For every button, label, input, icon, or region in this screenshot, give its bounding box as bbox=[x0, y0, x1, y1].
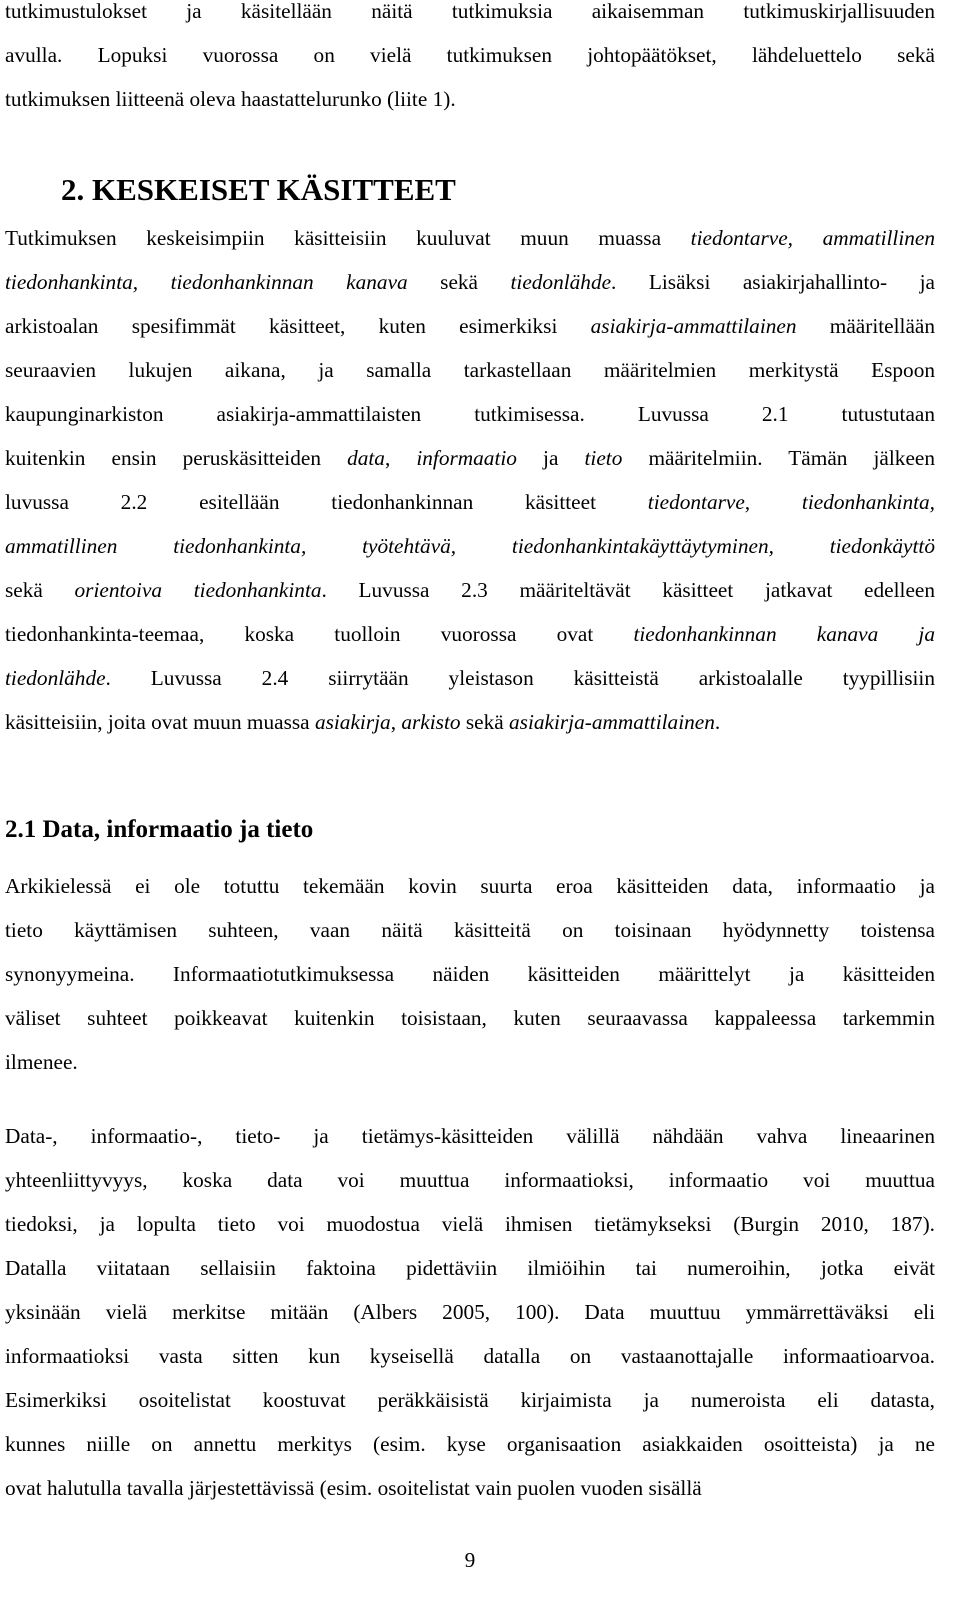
text-run: . Luvussa 2.4 siirrytään yleistason käsitteistä arkistoalalle tyypillisiin bbox=[105, 666, 935, 690]
italic-term: asiakirja-ammattilainen bbox=[509, 710, 715, 734]
text-line: tutkimuksen liitteenä oleva haastattelurunko (liite 1). bbox=[5, 87, 456, 111]
text-run: sekä bbox=[5, 578, 75, 602]
italic-term: data bbox=[347, 446, 385, 470]
italic-term: ammatillinen tiedonhankinta, työtehtävä, tiedonhankintakäyttäytyminen, tiedonkäyttö bbox=[5, 534, 935, 558]
text-run: , bbox=[384, 446, 417, 470]
text-run: . Luvussa 2.3 määriteltävät käsitteet jatkavat edelleen bbox=[321, 578, 935, 602]
text-run: . bbox=[714, 710, 721, 734]
text-run: Tutkimuksen keskeisimpiin käsitteisiin kuuluvat muun muassa bbox=[5, 226, 691, 250]
text-run: tiedonhankinta-teemaa, koska tuolloin vuorossa ovat bbox=[5, 622, 634, 646]
intro-paragraph bbox=[5, 0, 935, 121]
text-line: Arkikielessä ei ole totuttu tekemään kovin suurta eroa käsitteiden data, informaatio ja bbox=[5, 874, 935, 898]
section-2-1-paragraph-1 bbox=[5, 864, 935, 1084]
text-line bbox=[5, 656, 935, 700]
italic-term: tiedonlähde bbox=[510, 270, 612, 294]
text-line bbox=[5, 524, 935, 568]
text-run: kuitenkin ensin peruskäsitteiden bbox=[5, 446, 348, 470]
text-line: ovat halutulla tavalla järjestettävissä (esim. osoitelistat vain puolen vuoden sisällä bbox=[5, 1476, 702, 1500]
text-run: kaupunginarkiston asiakirja-ammattilaisten tutkimisessa. Luvussa 2.1 tutustutaan bbox=[5, 402, 935, 426]
section-2-1-paragraph-2 bbox=[5, 1114, 935, 1510]
text-run: sekä bbox=[460, 710, 510, 734]
text-run: luvussa 2.2 esitellään tiedonhankinnan käsitteet bbox=[5, 490, 648, 514]
italic-term: tiedonhankinta, tiedonhankinnan kanava bbox=[5, 270, 408, 294]
text-run: seuraavien lukujen aikana, ja samalla tarkastellaan määritelmien merkitystä Espoon bbox=[5, 358, 935, 382]
italic-term: asiakirja-ammattilainen bbox=[590, 314, 797, 338]
text-line: Datalla viitataan sellaisiin faktoina pidettäviin ilmiöihin tai numeroihin, jotka eivät bbox=[5, 1256, 935, 1280]
text-line bbox=[5, 612, 935, 656]
text-line: yhteenliittyvyys, koska data voi muuttua informaatioksi, informaatio voi muuttua bbox=[5, 1168, 935, 1192]
text-line bbox=[5, 480, 935, 524]
italic-term: arkisto bbox=[401, 710, 461, 734]
text-run: , bbox=[390, 710, 402, 734]
text-line bbox=[5, 436, 935, 480]
italic-term: tiedonlähde bbox=[5, 666, 106, 690]
italic-term: tiedontarve, ammatillinen bbox=[690, 226, 935, 250]
italic-term: tiedontarve, tiedonhankinta, bbox=[647, 490, 935, 514]
section-heading-keskeiset-kasitteet: 2. KESKEISET KÄSITTEET bbox=[61, 172, 456, 207]
text-run: sekä bbox=[407, 270, 511, 294]
italic-term: informaatio bbox=[416, 446, 517, 470]
text-line bbox=[5, 700, 935, 744]
text-line: ilmenee. bbox=[5, 1050, 78, 1074]
text-line bbox=[5, 348, 935, 392]
text-line: informaatioksi vasta sitten kun kyseisellä datalla on vastaanottajalle informaatioarvoa. bbox=[5, 1344, 935, 1368]
text-line: väliset suhteet poikkeavat kuitenkin toisistaan, kuten seuraavassa kappaleessa tarkemmin bbox=[5, 1006, 935, 1030]
text-line bbox=[5, 392, 935, 436]
text-run: määritellään bbox=[796, 314, 935, 338]
text-line bbox=[5, 304, 935, 348]
text-line: tieto käyttämisen suhteen, vaan näitä käsitteitä on toisinaan hyödynnetty toistensa bbox=[5, 918, 935, 942]
italic-term: orientoiva tiedonhankinta bbox=[74, 578, 322, 602]
text-line bbox=[5, 260, 935, 304]
text-run: käsitteisiin, joita ovat muun muassa bbox=[5, 710, 315, 734]
text-line: Data-, informaatio-, tieto- ja tietämys-käsitteiden välillä nähdään vahva lineaarinen bbox=[5, 1124, 935, 1148]
section-2-paragraph bbox=[5, 216, 935, 744]
text-run: ja bbox=[516, 446, 585, 470]
text-line: kunnes niille on annettu merkitys (esim. kyse organisaation asiakkaiden osoitteista) ja ne bbox=[5, 1432, 935, 1456]
text-run: arkistoalan spesifimmät käsitteet, kuten esimerkiksi bbox=[5, 314, 591, 338]
text-line: yksinään vielä merkitse mitään (Albers 2005, 100). Data muuttuu ymmärrettäväksi eli bbox=[5, 1300, 935, 1324]
text-line: tutkimustulokset ja käsitellään näitä tutkimuksia aikaisemman tutkimuskirjallisuuden bbox=[5, 0, 935, 23]
text-run: . Lisäksi asiakirjahallinto- ja bbox=[611, 270, 935, 294]
text-line: synonyymeina. Informaatiotutkimuksessa näiden käsitteiden määrittelyt ja käsitteiden bbox=[5, 962, 935, 986]
text-run: määritelmiin. Tämän jälkeen bbox=[622, 446, 935, 470]
text-line bbox=[5, 568, 935, 612]
text-line: tiedoksi, ja lopulta tieto voi muodostua vielä ihmisen tietämykseksi (Burgin 2010, 187). bbox=[5, 1212, 935, 1236]
text-line: Esimerkiksi osoitelistat koostuvat peräkkäisistä kirjaimista ja numeroista eli datasta, bbox=[5, 1388, 935, 1412]
page-number: 9 bbox=[464, 1548, 476, 1572]
italic-term: tieto bbox=[584, 446, 623, 470]
italic-term: tiedonhankinnan kanava ja bbox=[633, 622, 935, 646]
text-line: avulla. Lopuksi vuorossa on vielä tutkimuksen johtopäätökset, lähdeluettelo sekä bbox=[5, 43, 935, 67]
italic-term: asiakirja bbox=[314, 710, 391, 734]
subsection-heading-data-informaatio-tieto: 2.1 Data, informaatio ja tieto bbox=[5, 816, 314, 843]
text-line bbox=[5, 216, 935, 260]
